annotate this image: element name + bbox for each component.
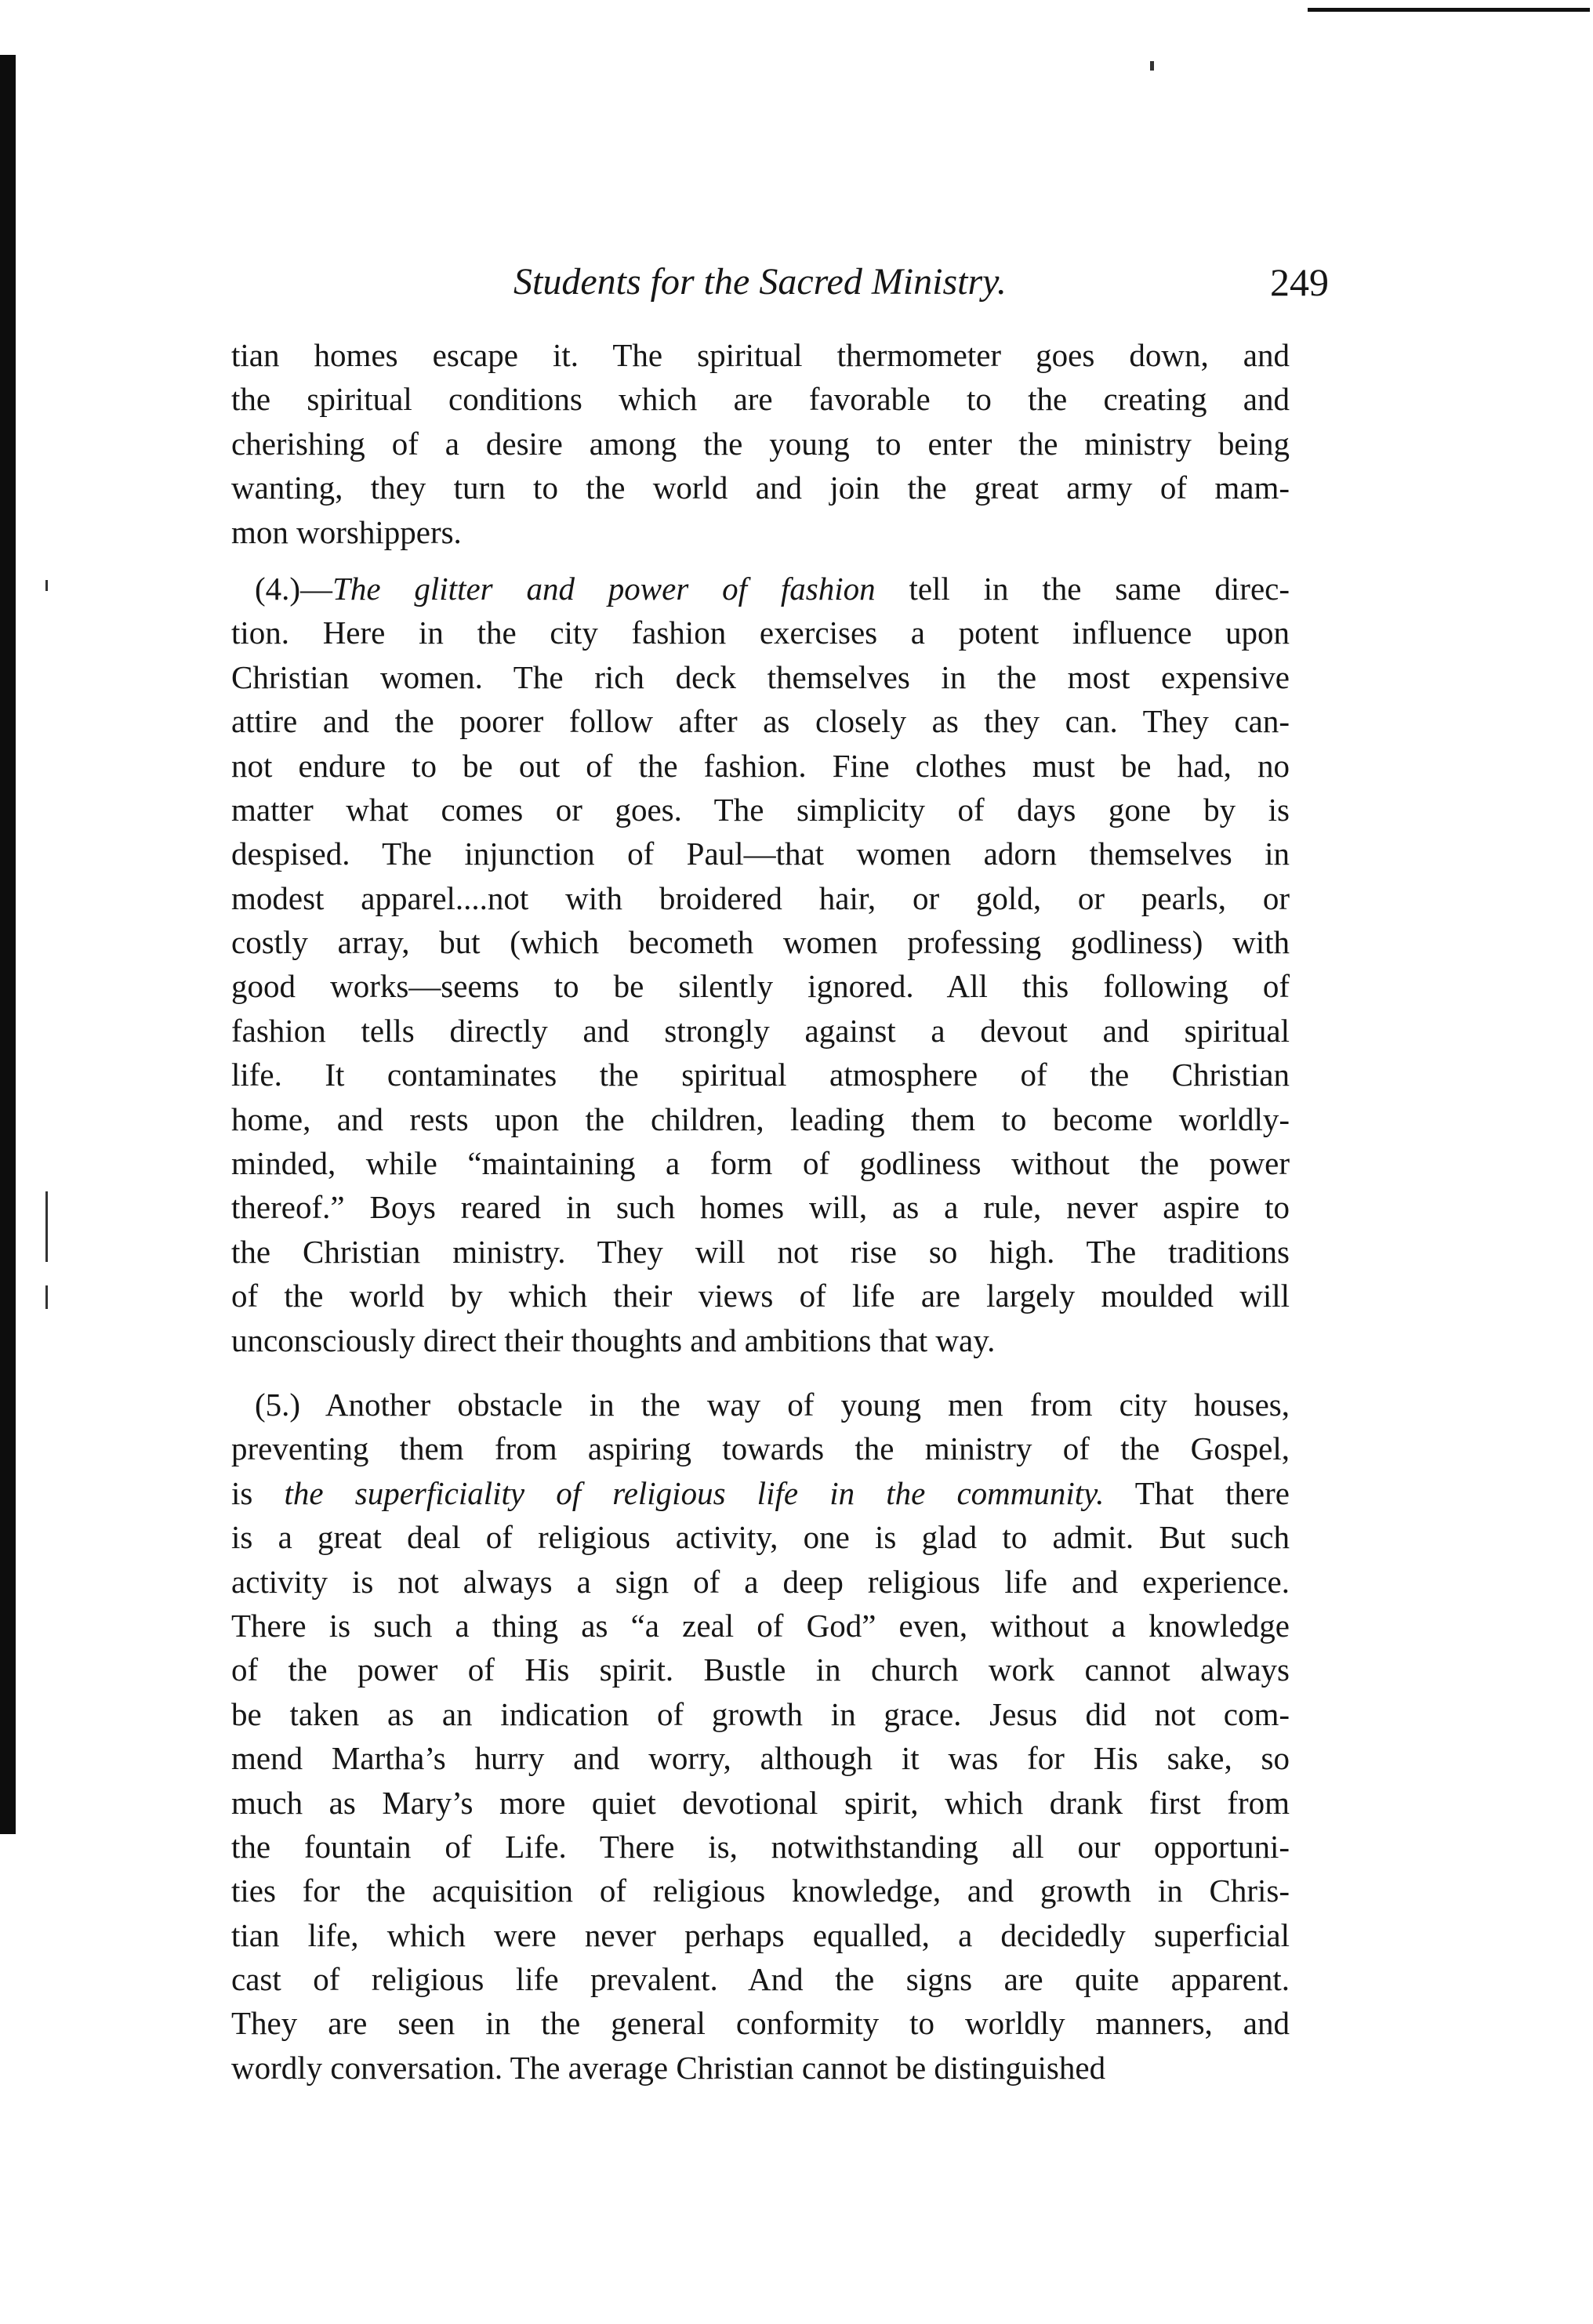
text-run: despised. The injunction of Paul—that women adorn themselves in bbox=[231, 836, 1290, 872]
text-run: thereof.” Boys reared in such homes will, as a rule, never aspire to bbox=[231, 1189, 1290, 1226]
text-run: much as Mary’s more quiet devotional spirit, which drank first from bbox=[231, 1784, 1290, 1821]
text-run: unconsciously direct their thoughts and ambitions that way. bbox=[231, 1322, 996, 1358]
top-rule bbox=[1308, 8, 1590, 12]
text-run: is bbox=[231, 1474, 285, 1511]
text-run: fashion tells directly and strongly against a devout and spiritual bbox=[231, 1012, 1290, 1049]
text-line bbox=[231, 744, 1290, 788]
scan-edge-fleck bbox=[45, 580, 48, 591]
scan-edge-bar bbox=[0, 55, 16, 1834]
text-line bbox=[231, 1274, 1290, 1318]
text-line bbox=[231, 1471, 1290, 1515]
text-run: the spiritual conditions which are favorable to the creating and bbox=[231, 381, 1290, 418]
text-line bbox=[231, 422, 1290, 466]
text-run: tion. Here in the city fashion exercises a potent influence upon bbox=[231, 615, 1290, 651]
text-run: attire and the poorer follow after as closely as they can. They can- bbox=[231, 703, 1290, 740]
text-line bbox=[231, 466, 1290, 509]
text-line bbox=[231, 2001, 1290, 2045]
text-run: wanting, they turn to the world and join the great army of mam- bbox=[231, 470, 1290, 506]
text-line bbox=[231, 1318, 1290, 1362]
text-run: home, and rests upon the children, leading them to become worldly- bbox=[231, 1100, 1290, 1137]
italic-phrase: the superficiality of religious life in the community. bbox=[284, 1474, 1105, 1511]
text-run: (4.)— bbox=[255, 570, 333, 607]
text-line bbox=[231, 1141, 1290, 1185]
text-line bbox=[231, 788, 1290, 832]
text-line bbox=[231, 377, 1290, 421]
text-run: mon worshippers. bbox=[231, 513, 462, 550]
scan-edge-fleck bbox=[45, 1285, 48, 1309]
body-text bbox=[231, 333, 1290, 2090]
text-line bbox=[231, 1383, 1290, 1427]
text-line bbox=[231, 699, 1290, 743]
stray-ink-mark bbox=[1150, 61, 1154, 71]
text-run: modest apparel....not with broidered hair, or gold, or pearls, or bbox=[231, 879, 1290, 916]
text-run: tian homes escape it. The spiritual thermometer goes down, and bbox=[231, 337, 1290, 373]
italic-phrase: The glitter and power of fashion bbox=[332, 570, 876, 607]
page-header bbox=[423, 255, 1329, 310]
text-run: tian life, which were never perhaps equalled, a decidedly superficial bbox=[231, 1916, 1290, 1953]
text-line bbox=[231, 1648, 1290, 1691]
paragraph bbox=[231, 333, 1290, 554]
text-line bbox=[231, 1515, 1290, 1559]
text-run: life. It contaminates the spiritual atmosphere of the Christian bbox=[231, 1057, 1290, 1093]
text-run: activity is not always a sign of a deep religious life and experience. bbox=[231, 1563, 1290, 1600]
text-line bbox=[231, 1604, 1290, 1648]
text-line bbox=[231, 1825, 1290, 1869]
text-run: be taken as an indication of growth in grace. Jesus did not com- bbox=[231, 1695, 1290, 1732]
text-run: Christian women. The rich deck themselves in the most expensive bbox=[231, 658, 1290, 695]
text-run: That there bbox=[1104, 1474, 1290, 1511]
page-number: 249 bbox=[1270, 260, 1329, 304]
text-line bbox=[231, 1053, 1290, 1097]
text-run: is a great deal of religious activity, one is glad to admit. But such bbox=[231, 1519, 1290, 1556]
text-run: preventing them from aspiring towards the ministry of the Gospel, bbox=[231, 1430, 1290, 1467]
text-line bbox=[231, 1736, 1290, 1780]
text-line bbox=[231, 1692, 1290, 1736]
text-line bbox=[231, 333, 1290, 377]
text-run: of the world by which their views of life are largely moulded will bbox=[231, 1278, 1290, 1314]
text-line bbox=[231, 1009, 1290, 1053]
text-line bbox=[231, 1185, 1290, 1229]
text-run: the Christian ministry. They will not rise so high. The traditions bbox=[231, 1233, 1290, 1270]
text-run: ties for the acquisition of religious knowledge, and growth in Chris- bbox=[231, 1873, 1290, 1909]
text-line bbox=[231, 567, 1290, 611]
paragraph bbox=[231, 1383, 1290, 2090]
text-run: mend Martha’s hurry and worry, although it was for His sake, so bbox=[231, 1740, 1290, 1777]
text-line bbox=[231, 611, 1290, 654]
text-line bbox=[231, 876, 1290, 920]
text-line bbox=[231, 1913, 1290, 1957]
text-run: matter what comes or goes. The simplicity of days gone by is bbox=[231, 791, 1290, 828]
text-run: the fountain of Life. There is, notwithstanding all our opportuni- bbox=[231, 1828, 1290, 1865]
text-line bbox=[231, 964, 1290, 1008]
text-line bbox=[231, 1230, 1290, 1274]
text-line bbox=[231, 2046, 1290, 2090]
text-run: tell in the same direc- bbox=[875, 570, 1290, 607]
running-head: Students for the Sacred Ministry. bbox=[513, 261, 1007, 303]
text-line bbox=[231, 1097, 1290, 1141]
text-line bbox=[231, 655, 1290, 699]
text-line bbox=[231, 1781, 1290, 1825]
text-run: costly array, but (which becometh women professing godliness) with bbox=[231, 924, 1290, 961]
text-run: They are seen in the general conformity to worldly manners, and bbox=[231, 2005, 1290, 2042]
text-run: not endure to be out of the fashion. Fine clothes must be had, no bbox=[231, 747, 1290, 784]
text-line bbox=[231, 510, 1290, 554]
text-run: wordly conversation. The average Christian cannot be distinguished bbox=[231, 2049, 1106, 2086]
paragraph bbox=[231, 567, 1290, 1362]
text-run: good works—seems to be silently ignored. All this following of bbox=[231, 968, 1290, 1005]
text-line bbox=[231, 1427, 1290, 1470]
text-line bbox=[231, 832, 1290, 876]
text-line bbox=[231, 1560, 1290, 1604]
text-line bbox=[231, 1957, 1290, 2001]
text-run: (5.) Another obstacle in the way of young men from city houses, bbox=[255, 1386, 1290, 1423]
text-run: cast of religious life prevalent. And the signs are quite apparent. bbox=[231, 1961, 1290, 1998]
text-run: cherishing of a desire among the young to enter the ministry being bbox=[231, 425, 1290, 462]
text-run: minded, while “maintaining a form of godliness without the power bbox=[231, 1145, 1290, 1182]
scan-edge-fleck bbox=[45, 1191, 48, 1262]
text-line bbox=[231, 920, 1290, 964]
text-line bbox=[231, 1869, 1290, 1912]
text-run: of the power of His spirit. Bustle in church work cannot always bbox=[231, 1651, 1290, 1688]
text-run: There is such a thing as “a zeal of God” even, without a knowledge bbox=[231, 1607, 1290, 1644]
